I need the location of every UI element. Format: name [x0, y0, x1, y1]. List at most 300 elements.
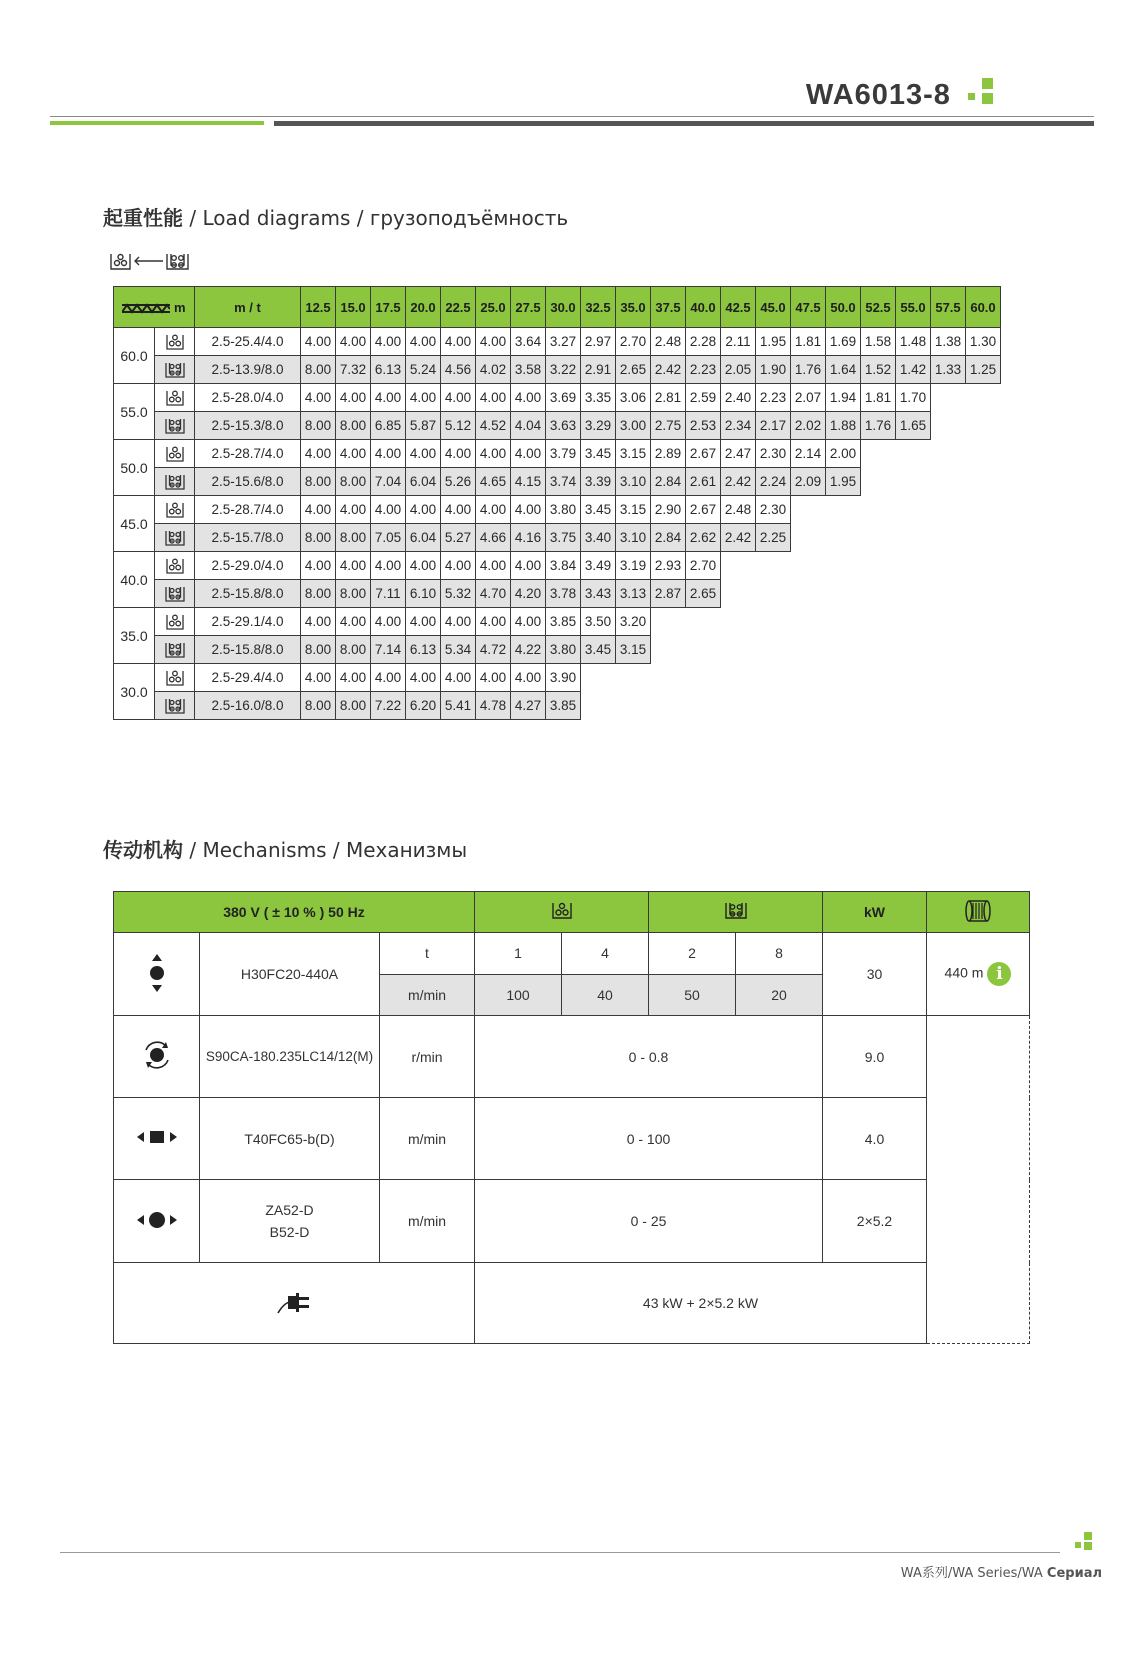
load-value: 6.13: [371, 356, 406, 384]
load-value: 4.00: [441, 664, 476, 692]
empty-cell: [861, 636, 896, 664]
empty-cell: [931, 524, 966, 552]
load-value: 4.00: [301, 496, 336, 524]
travel-icon-cell: [114, 1180, 200, 1263]
brand-blocks-icon: [968, 78, 994, 104]
load-value: 2.42: [721, 468, 756, 496]
slewing-model: S90CA-180.235LC14/12(M): [200, 1016, 380, 1098]
reeving-icon-cell: [155, 328, 195, 356]
load-value: 5.24: [406, 356, 441, 384]
max-load-range: 2.5-29.0/4.0: [195, 552, 301, 580]
load-row: [114, 356, 1001, 384]
load-value: 4.00: [301, 608, 336, 636]
load-value: 2.34: [721, 412, 756, 440]
radius-header: 12.5: [301, 287, 336, 328]
load-value: 4.00: [301, 552, 336, 580]
load-value: 4.00: [406, 440, 441, 468]
empty-cell: [756, 636, 791, 664]
load-value: 4.00: [441, 384, 476, 412]
empty-cell: [861, 524, 896, 552]
load-value: 4.15: [511, 468, 546, 496]
load-value: 3.43: [581, 580, 616, 608]
radius-header: 27.5: [511, 287, 546, 328]
load-value: 3.69: [546, 384, 581, 412]
travel-model-cell: [200, 1180, 380, 1263]
load-table-header-row: [114, 287, 1001, 328]
empty-cell: [756, 552, 791, 580]
hoist-icon-cell: [114, 933, 200, 1016]
radius-header: 50.0: [826, 287, 861, 328]
four-fall-hook-icon: [164, 416, 186, 436]
hoist-load-1: 1: [475, 933, 562, 975]
radius-header: 60.0: [966, 287, 1001, 328]
empty-cell: [966, 608, 1001, 636]
load-value: 3.35: [581, 384, 616, 412]
load-value: 4.00: [476, 552, 511, 580]
load-value: 1.90: [756, 356, 791, 384]
load-value: 4.66: [476, 524, 511, 552]
load-value: 4.00: [336, 328, 371, 356]
reeving-icon-cell: [155, 384, 195, 412]
empty-cell: [826, 552, 861, 580]
empty-cell: [651, 608, 686, 636]
load-value: 4.00: [371, 384, 406, 412]
load-value: 4.00: [511, 664, 546, 692]
load-value: 2.17: [756, 412, 791, 440]
power-supply-header: 380 V ( ± 10 % ) 50 Hz: [114, 892, 475, 933]
load-value: 3.15: [616, 496, 651, 524]
empty-cell: [826, 664, 861, 692]
load-value: 3.85: [546, 608, 581, 636]
slewing-unit: r/min: [380, 1016, 475, 1098]
reeving-icon-cell: [155, 496, 195, 524]
load-value: 4.00: [301, 664, 336, 692]
load-value: 4.00: [336, 440, 371, 468]
load-value: 2.09: [791, 468, 826, 496]
load-value: 2.90: [651, 496, 686, 524]
empty-cell: [826, 692, 861, 720]
empty-cell: [721, 552, 756, 580]
empty-cell: [966, 524, 1001, 552]
load-value: 4.00: [441, 328, 476, 356]
load-value: 2.07: [791, 384, 826, 412]
radius-header: 35.0: [616, 287, 651, 328]
load-value: 6.20: [406, 692, 441, 720]
load-row: [114, 384, 1001, 412]
rope-drum-header: [927, 892, 1030, 933]
load-value: 4.00: [441, 552, 476, 580]
load-value: 2.23: [756, 384, 791, 412]
load-value: 3.39: [581, 468, 616, 496]
load-value: 5.87: [406, 412, 441, 440]
load-value: 2.67: [686, 496, 721, 524]
load-value: 4.00: [476, 608, 511, 636]
empty-cell: [931, 664, 966, 692]
load-value: 8.00: [301, 636, 336, 664]
four-fall-hook-icon: [164, 640, 186, 660]
load-value: 2.97: [581, 328, 616, 356]
radius-header: 25.0: [476, 287, 511, 328]
load-value: 1.38: [931, 328, 966, 356]
info-icon[interactable]: i: [987, 962, 1011, 986]
load-value: 2.24: [756, 468, 791, 496]
load-value: 4.02: [476, 356, 511, 384]
empty-cell: [826, 496, 861, 524]
reeving-icon-cell: [155, 468, 195, 496]
reeving-icon-cell: [155, 608, 195, 636]
load-value: 1.52: [861, 356, 896, 384]
empty-cell: [686, 608, 721, 636]
load-value: 2.59: [686, 384, 721, 412]
empty-cell: [651, 692, 686, 720]
hoist-load-3: 2: [649, 933, 736, 975]
load-heading-rest: / Load diagrams / грузоподъёмность: [183, 206, 569, 230]
empty-cell: [931, 608, 966, 636]
load-row: [114, 580, 1001, 608]
empty-cell: [896, 524, 931, 552]
empty-cell: [616, 664, 651, 692]
load-value: 2.11: [721, 328, 756, 356]
load-value: 1.64: [826, 356, 861, 384]
load-value: 2.93: [651, 552, 686, 580]
load-value: 4.00: [371, 496, 406, 524]
boom-length: 50.0: [114, 440, 155, 496]
two-fall-hook-icon: [164, 500, 186, 520]
load-value: 3.79: [546, 440, 581, 468]
load-value: 1.95: [756, 328, 791, 356]
rope-length: 440 m: [944, 964, 984, 981]
load-value: 4.04: [511, 412, 546, 440]
load-value: 4.00: [371, 328, 406, 356]
load-value: 3.15: [616, 440, 651, 468]
load-row: [114, 440, 1001, 468]
empty-cell: [721, 608, 756, 636]
load-value: 7.11: [371, 580, 406, 608]
boom-length: 30.0: [114, 664, 155, 720]
load-value: 8.00: [301, 580, 336, 608]
load-value: 3.90: [546, 664, 581, 692]
total-power-icon-cell: [114, 1263, 475, 1344]
load-value: 6.10: [406, 580, 441, 608]
hoist-speed-4: 20: [736, 974, 823, 1016]
load-value: 6.04: [406, 524, 441, 552]
load-value: 2.48: [721, 496, 756, 524]
load-value: 4.20: [511, 580, 546, 608]
empty-cell: [721, 692, 756, 720]
empty-cell: [791, 608, 826, 636]
load-value: 4.00: [406, 384, 441, 412]
rope-drum-icon: [964, 898, 992, 924]
load-value: 2.84: [651, 524, 686, 552]
load-value: 4.00: [371, 440, 406, 468]
footer-divider: [60, 1552, 1060, 1553]
empty-cell: [861, 552, 896, 580]
load-value: 4.00: [441, 608, 476, 636]
boom-length: 55.0: [114, 384, 155, 440]
load-value: 3.45: [581, 636, 616, 664]
travel-model-2: B52-D: [269, 1224, 310, 1240]
load-value: 7.14: [371, 636, 406, 664]
empty-cell: [931, 636, 966, 664]
max-load-range: 2.5-15.8/8.0: [195, 636, 301, 664]
load-value: 8.00: [301, 692, 336, 720]
load-diagrams-heading: [103, 202, 568, 231]
load-value: 2.42: [651, 356, 686, 384]
hoist-load-2: 4: [562, 933, 649, 975]
load-value: 2.91: [581, 356, 616, 384]
load-value: 5.32: [441, 580, 476, 608]
four-fall-hook-icon: [164, 584, 186, 604]
load-heading-cn: 起重性能: [103, 206, 183, 230]
load-value: 2.00: [826, 440, 861, 468]
load-value: 2.05: [721, 356, 756, 384]
radius-header: 42.5: [721, 287, 756, 328]
load-value: 3.74: [546, 468, 581, 496]
empty-cell: [756, 664, 791, 692]
radius-header: 52.5: [861, 287, 896, 328]
boom-length: 40.0: [114, 552, 155, 608]
four-fall-hook-icon: [164, 360, 186, 380]
load-value: 3.00: [616, 412, 651, 440]
load-value: 3.85: [546, 692, 581, 720]
load-value: 4.00: [441, 440, 476, 468]
empty-cell: [791, 636, 826, 664]
trolley-kw: 4.0: [823, 1098, 927, 1180]
load-value: 4.00: [476, 664, 511, 692]
two-fall-hook-icon: [164, 612, 186, 632]
empty-cell: [791, 496, 826, 524]
reeving-icon-cell: [155, 552, 195, 580]
load-value: 4.00: [441, 496, 476, 524]
empty-cell: [616, 692, 651, 720]
load-value: 3.50: [581, 608, 616, 636]
load-value: 5.41: [441, 692, 476, 720]
empty-cell: [896, 580, 931, 608]
empty-cell: [651, 636, 686, 664]
empty-cell: [896, 636, 931, 664]
load-value: 4.00: [406, 608, 441, 636]
empty-cell: [966, 468, 1001, 496]
load-value: 4.00: [511, 496, 546, 524]
load-value: 3.10: [616, 524, 651, 552]
load-value: 1.81: [791, 328, 826, 356]
empty-cell: [896, 496, 931, 524]
load-row: [114, 664, 1001, 692]
load-value: 2.75: [651, 412, 686, 440]
empty-cell: [861, 580, 896, 608]
double-hook-header: [649, 892, 823, 933]
max-load-range: 2.5-13.9/8.0: [195, 356, 301, 384]
max-load-range: 2.5-29.1/4.0: [195, 608, 301, 636]
load-value: 1.76: [861, 412, 896, 440]
trolley-icon-cell: [114, 1098, 200, 1180]
load-value: 1.42: [896, 356, 931, 384]
travel-model-1: ZA52-D: [265, 1202, 314, 1218]
empty-cell: [826, 636, 861, 664]
empty-cell: [651, 664, 686, 692]
load-value: 2.81: [651, 384, 686, 412]
load-value: 3.06: [616, 384, 651, 412]
empty-cell: [791, 664, 826, 692]
max-load-range: 2.5-15.8/8.0: [195, 580, 301, 608]
radius-header: 32.5: [581, 287, 616, 328]
max-load-range: 2.5-15.6/8.0: [195, 468, 301, 496]
load-value: 5.26: [441, 468, 476, 496]
header-divider-thin: [50, 116, 1094, 117]
empty-cell: [966, 692, 1001, 720]
trolleying-icon: [137, 1129, 177, 1145]
load-value: 4.52: [476, 412, 511, 440]
mechanisms-heading: [103, 834, 467, 863]
load-value: 7.22: [371, 692, 406, 720]
empty-cell: [861, 692, 896, 720]
two-fall-hook-icon: [164, 668, 186, 688]
empty-cell: [966, 440, 1001, 468]
load-value: 3.10: [616, 468, 651, 496]
load-value: 1.33: [931, 356, 966, 384]
four-fall-hook-icon: [164, 472, 186, 492]
load-value: 8.00: [336, 412, 371, 440]
load-value: 2.53: [686, 412, 721, 440]
load-value: 3.45: [581, 440, 616, 468]
load-value: 2.23: [686, 356, 721, 384]
load-value: 4.00: [336, 552, 371, 580]
hoist-model: H30FC20-440A: [200, 933, 380, 1016]
load-value: 2.62: [686, 524, 721, 552]
hoist-speed-3: 50: [649, 974, 736, 1016]
load-value: 3.20: [616, 608, 651, 636]
load-value: 4.00: [406, 496, 441, 524]
load-value: 2.02: [791, 412, 826, 440]
load-value: 8.00: [336, 580, 371, 608]
empty-cell: [931, 468, 966, 496]
load-value: 6.85: [371, 412, 406, 440]
load-value: 2.67: [686, 440, 721, 468]
load-value: 4.00: [476, 328, 511, 356]
load-value: 5.12: [441, 412, 476, 440]
radius-header: 45.0: [756, 287, 791, 328]
load-value: 4.00: [371, 608, 406, 636]
boom-jib-icon: [122, 302, 170, 314]
load-value: 2.40: [721, 384, 756, 412]
radius-header: 30.0: [546, 287, 581, 328]
load-value: 4.65: [476, 468, 511, 496]
max-load-range: 2.5-15.7/8.0: [195, 524, 301, 552]
empty-cell: [966, 664, 1001, 692]
load-value: 1.58: [861, 328, 896, 356]
load-value: 4.00: [511, 384, 546, 412]
load-value: 4.00: [336, 608, 371, 636]
empty-cell: [756, 692, 791, 720]
max-load-range: 2.5-16.0/8.0: [195, 692, 301, 720]
load-value: 2.28: [686, 328, 721, 356]
empty-cell: [791, 692, 826, 720]
load-value: 3.75: [546, 524, 581, 552]
load-value: 7.05: [371, 524, 406, 552]
empty-cell: [896, 552, 931, 580]
load-value: 7.04: [371, 468, 406, 496]
two-fall-hook-icon: [164, 388, 186, 408]
reeving-icon-cell: [155, 524, 195, 552]
load-value: 1.70: [896, 384, 931, 412]
empty-cell: [826, 608, 861, 636]
load-value: 1.30: [966, 328, 1001, 356]
max-load-range: 2.5-15.3/8.0: [195, 412, 301, 440]
load-value: 2.47: [721, 440, 756, 468]
load-value: 2.61: [686, 468, 721, 496]
max-load-range: 2.5-28.0/4.0: [195, 384, 301, 412]
two-fall-hook-icon: [164, 332, 186, 352]
rope-blank-cell: [927, 1016, 1030, 1344]
empty-cell: [896, 440, 931, 468]
load-value: 2.70: [686, 552, 721, 580]
load-value: 4.27: [511, 692, 546, 720]
empty-cell: [931, 412, 966, 440]
load-value: 1.94: [826, 384, 861, 412]
boom-length-header: [114, 287, 195, 328]
empty-cell: [861, 440, 896, 468]
load-value: 2.89: [651, 440, 686, 468]
load-value: 4.00: [371, 664, 406, 692]
load-value: 8.00: [336, 636, 371, 664]
load-value: 4.00: [301, 384, 336, 412]
load-value: 1.65: [896, 412, 931, 440]
empty-cell: [686, 692, 721, 720]
empty-cell: [966, 580, 1001, 608]
hoisting-icon: [147, 953, 167, 993]
radius-header: 47.5: [791, 287, 826, 328]
load-value: 1.88: [826, 412, 861, 440]
reeving-icon-cell: [155, 412, 195, 440]
load-value: 3.80: [546, 636, 581, 664]
empty-cell: [931, 580, 966, 608]
empty-cell: [896, 468, 931, 496]
hoist-unit-t: t: [380, 933, 475, 975]
empty-cell: [896, 692, 931, 720]
load-value: 4.00: [336, 384, 371, 412]
load-value: 4.00: [336, 664, 371, 692]
slewing-kw: 9.0: [823, 1016, 927, 1098]
two-fall-hook-icon: [164, 444, 186, 464]
slewing-icon: [140, 1040, 174, 1070]
two-fall-hook-icon: [164, 556, 186, 576]
load-value: 3.63: [546, 412, 581, 440]
load-row: [114, 692, 1001, 720]
empty-cell: [686, 664, 721, 692]
load-value: 8.00: [301, 412, 336, 440]
empty-cell: [931, 440, 966, 468]
load-value: 3.64: [511, 328, 546, 356]
load-row: [114, 608, 1001, 636]
load-value: 1.76: [791, 356, 826, 384]
load-value: 8.00: [301, 524, 336, 552]
document-title: [806, 78, 994, 112]
mech-heading-rest: / Mechanisms / Механизмы: [183, 838, 468, 862]
load-value: 2.30: [756, 496, 791, 524]
header-bar-green: [50, 121, 264, 125]
load-value: 4.16: [511, 524, 546, 552]
load-value: 2.42: [721, 524, 756, 552]
load-value: 8.00: [301, 356, 336, 384]
hook-change-icon: [108, 250, 192, 274]
four-fall-hook-icon: [724, 900, 748, 922]
empty-cell: [896, 664, 931, 692]
load-value: 3.49: [581, 552, 616, 580]
boom-length: 45.0: [114, 496, 155, 552]
max-load-range: 2.5-25.4/4.0: [195, 328, 301, 356]
load-value: 4.78: [476, 692, 511, 720]
empty-cell: [931, 692, 966, 720]
